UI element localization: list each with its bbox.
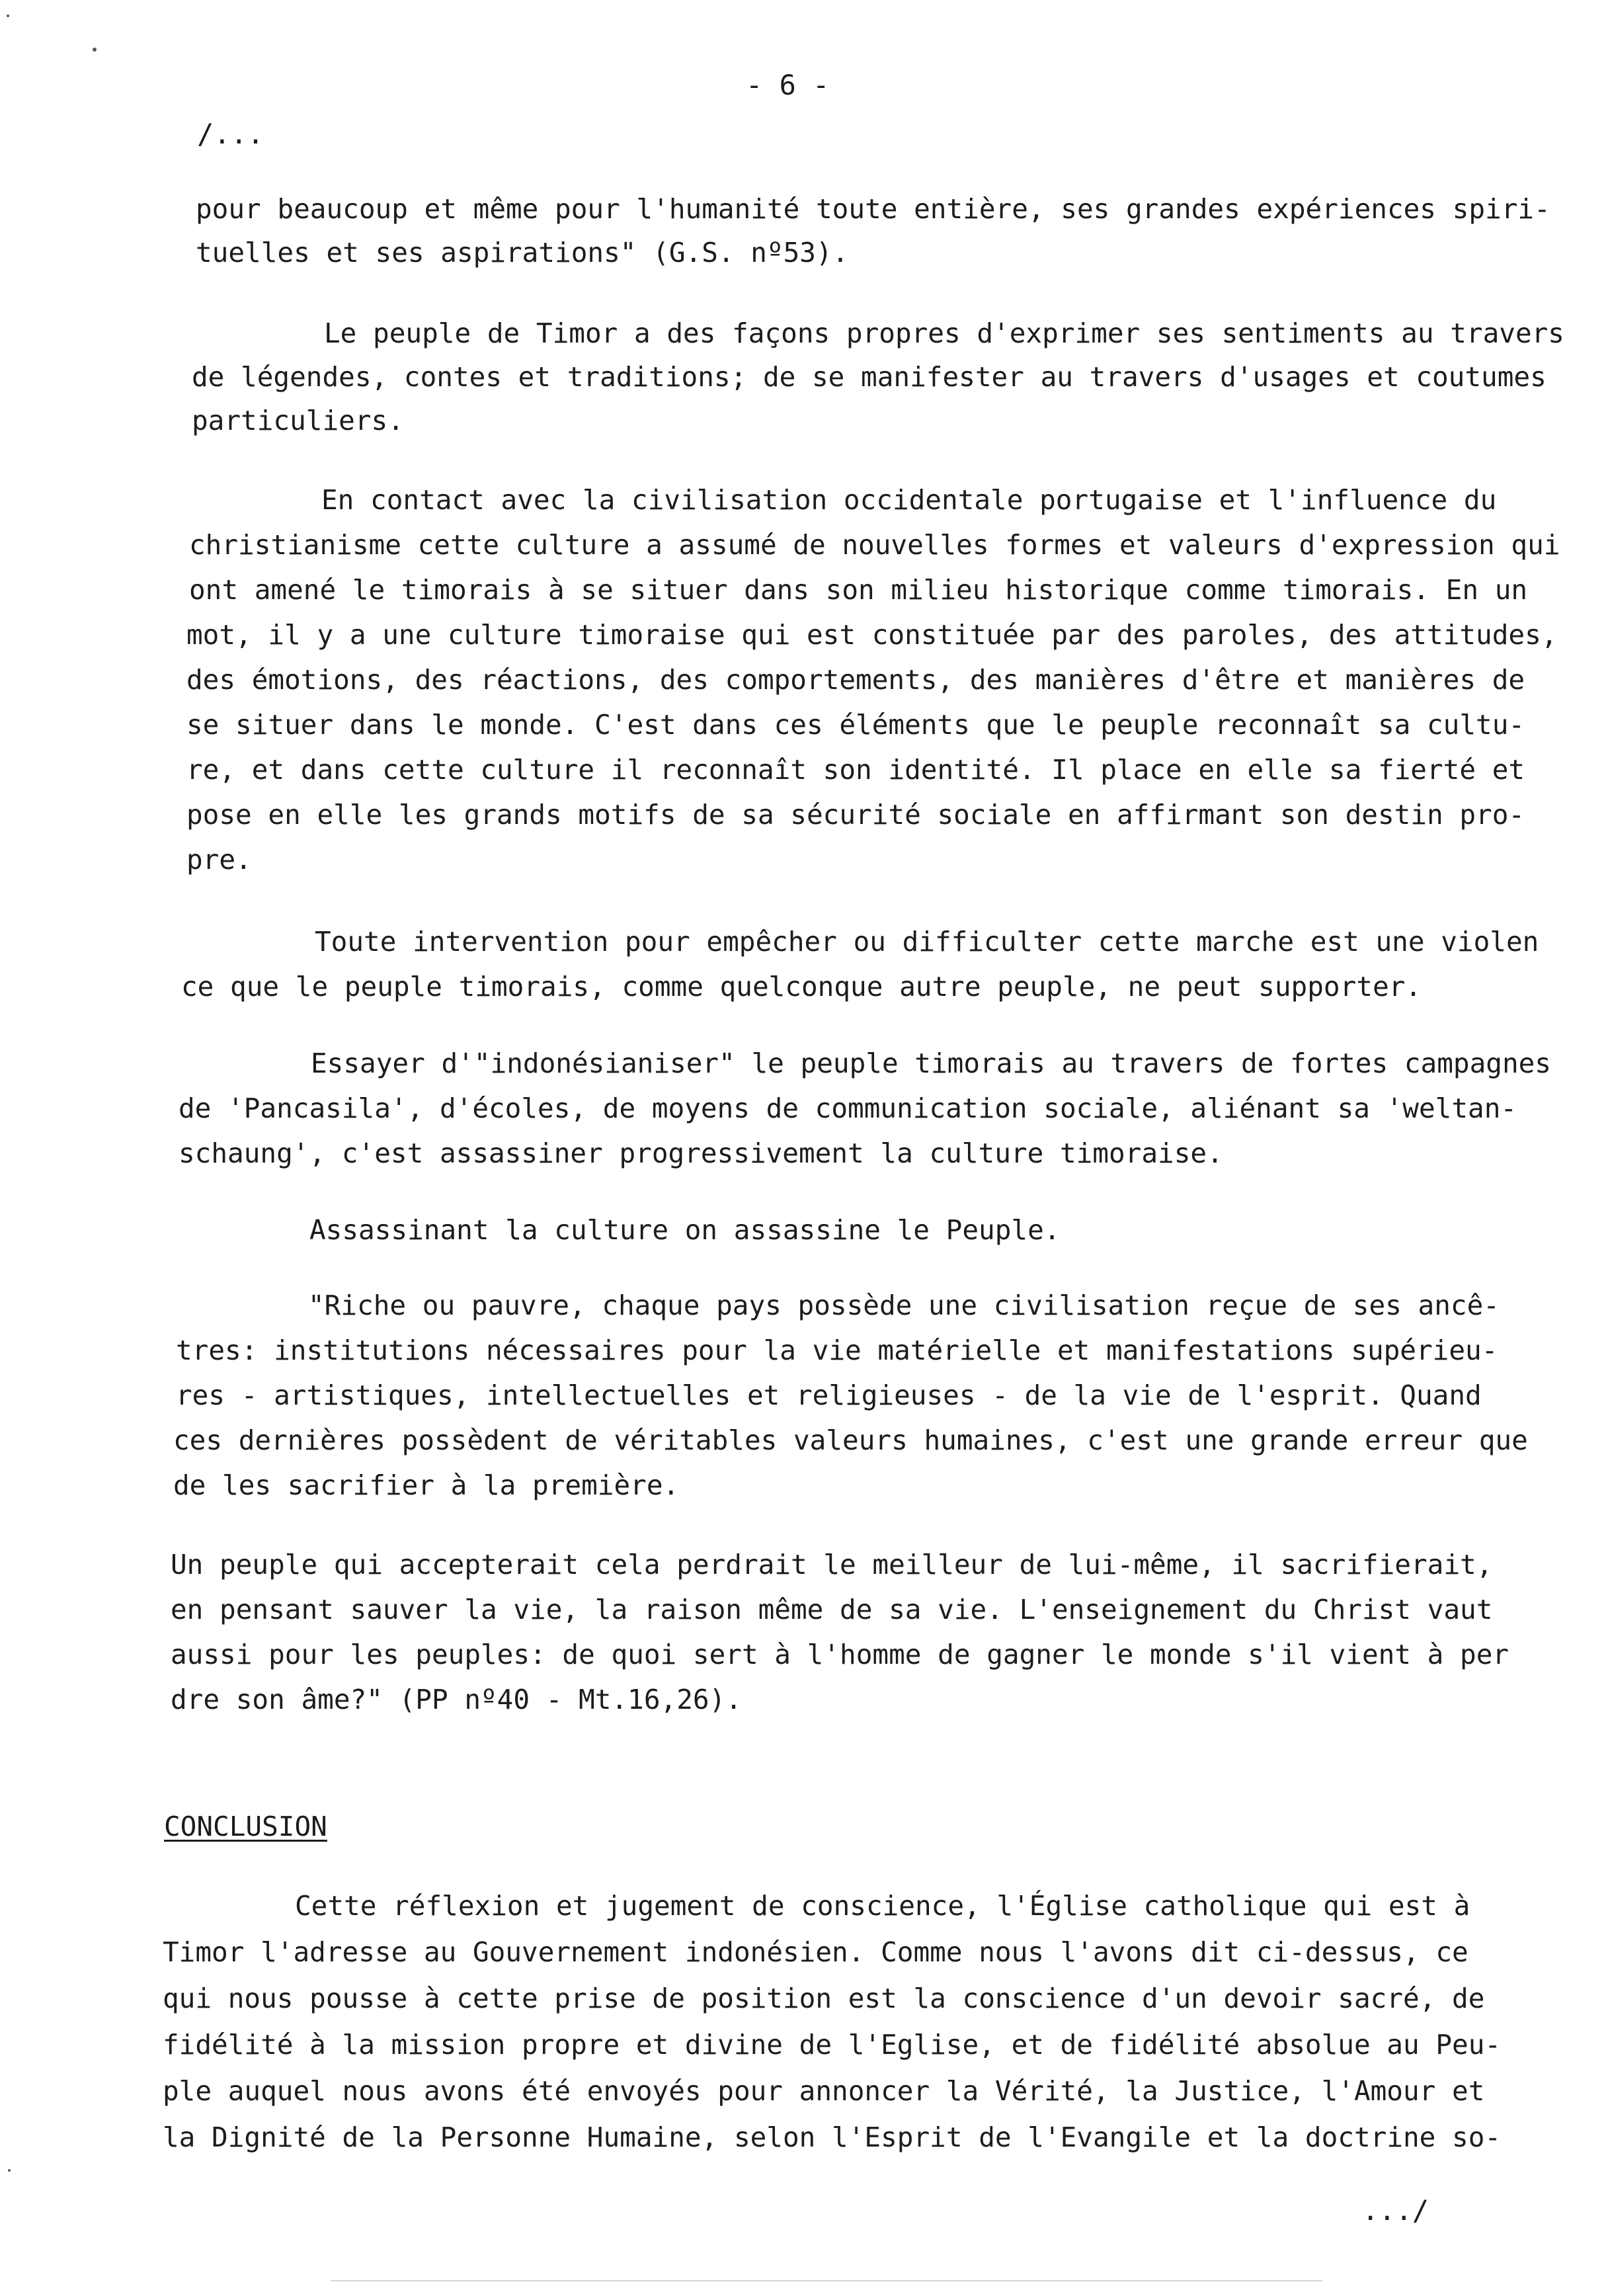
scan-speck: [8, 2169, 11, 2172]
text-line: Un peuple qui accepterait cela perdrait le meilleur de lui-même, il sacrifierait,: [171, 1549, 1493, 1580]
text-line: qui nous pousse à cette prise de position est la conscience d'un devoir sacré, de: [163, 1983, 1485, 2014]
text-line: particuliers.: [192, 405, 404, 436]
text-line: ce que le peuple timorais, comme quelconque autre peuple, ne peut supporter.: [181, 971, 1422, 1003]
text-line: schaung', c'est assassiner progressivement la culture timoraise.: [179, 1137, 1223, 1169]
text-line: fidélité à la mission propre et divine de l'Eglise, et de fidélité absolue au Peu-: [163, 2029, 1502, 2061]
text-line: pre.: [186, 844, 252, 876]
text-line: dre son âme?" (PP nº40 - Mt.16,26).: [171, 1684, 742, 1715]
scan-edge-line: [331, 2280, 1322, 2281]
text-line: pour beaucoup et même pour l'humanité toute entière, ses grandes expériences spiri-: [196, 193, 1550, 225]
conclusion-heading: CONCLUSION: [164, 1811, 327, 1842]
text-line: Le peuple de Timor a des façons propres d'exprimer ses sentiments au travers: [324, 317, 1564, 349]
text-line: de les sacrifier à la première.: [173, 1469, 680, 1501]
text-line: Essayer d'"indonésianiser" le peuple timorais au travers de fortes campagnes: [311, 1047, 1551, 1079]
continuation-marker-top: /...: [197, 118, 264, 150]
text-line: Assassinant la culture on assassine le Peuple.: [309, 1214, 1061, 1246]
text-line: "Riche ou pauvre, chaque pays possède une civilisation reçue de ses ancê-: [308, 1290, 1500, 1321]
scan-speck: [7, 15, 9, 17]
text-line: ces dernières possèdent de véritables valeurs humaines, c'est une grande erreur que: [173, 1424, 1528, 1456]
text-line: Timor l'adresse au Gouvernement indonésien. Comme nous l'avons dit ci-dessus, ce: [163, 1936, 1468, 1968]
text-line: christianisme cette culture a assumé de nouvelles formes et valeurs d'expression qui: [189, 529, 1560, 561]
text-line: aussi pour les peuples: de quoi sert à l'homme de gagner le monde s'il vient à per: [171, 1639, 1509, 1670]
text-line: en pensant sauver la vie, la raison même de sa vie. L'enseignement du Christ vaut: [171, 1594, 1493, 1625]
text-line: se situer dans le monde. C'est dans ces éléments que le peuple reconnaît sa cultu-: [186, 709, 1525, 741]
text-line: re, et dans cette culture il reconnaît son identité. Il place en elle sa fierté et: [186, 754, 1525, 786]
text-line: mot, il y a une culture timoraise qui est constituée par des paroles, des attitudes,: [186, 619, 1558, 651]
text-line: Toute intervention pour empêcher ou difficulter cette marche est une violen: [315, 926, 1539, 958]
text-line: des émotions, des réactions, des comportements, des manières d'être et manières de: [186, 664, 1525, 696]
text-line: En contact avec la civilisation occidentale portugaise et l'influence du: [321, 484, 1497, 516]
text-line: de 'Pancasila', d'écoles, de moyens de communication sociale, aliénant sa 'weltan-: [179, 1092, 1517, 1124]
text-line: tuelles et ses aspirations" (G.S. nº53).: [196, 237, 849, 268]
text-line: la Dignité de la Personne Humaine, selon l'Esprit de l'Evangile et la doctrine so-: [163, 2121, 1502, 2153]
text-line: ont amené le timorais à se situer dans son milieu historique comme timorais. En un: [189, 574, 1528, 606]
text-line: de légendes, contes et traditions; de se manifester au travers d'usages et coutumes: [192, 361, 1547, 393]
scan-speck: [93, 48, 97, 52]
continuation-marker-bottom: .../: [1362, 2194, 1429, 2227]
text-line: pose en elle les grands motifs de sa sécurité sociale en affirmant son destin pro-: [186, 799, 1525, 831]
text-line: Cette réflexion et jugement de conscience, l'Église catholique qui est à: [295, 1890, 1470, 1922]
text-line: tres: institutions nécessaires pour la vie matérielle et manifestations supérieu-: [176, 1334, 1498, 1366]
page-number: - 6 -: [746, 69, 830, 101]
text-line: ple auquel nous avons été envoyés pour annoncer la Vérité, la Justice, l'Amour et: [163, 2075, 1485, 2107]
text-line: res - artistiques, intellectuelles et religieuses - de la vie de l'esprit. Quand: [176, 1379, 1482, 1411]
